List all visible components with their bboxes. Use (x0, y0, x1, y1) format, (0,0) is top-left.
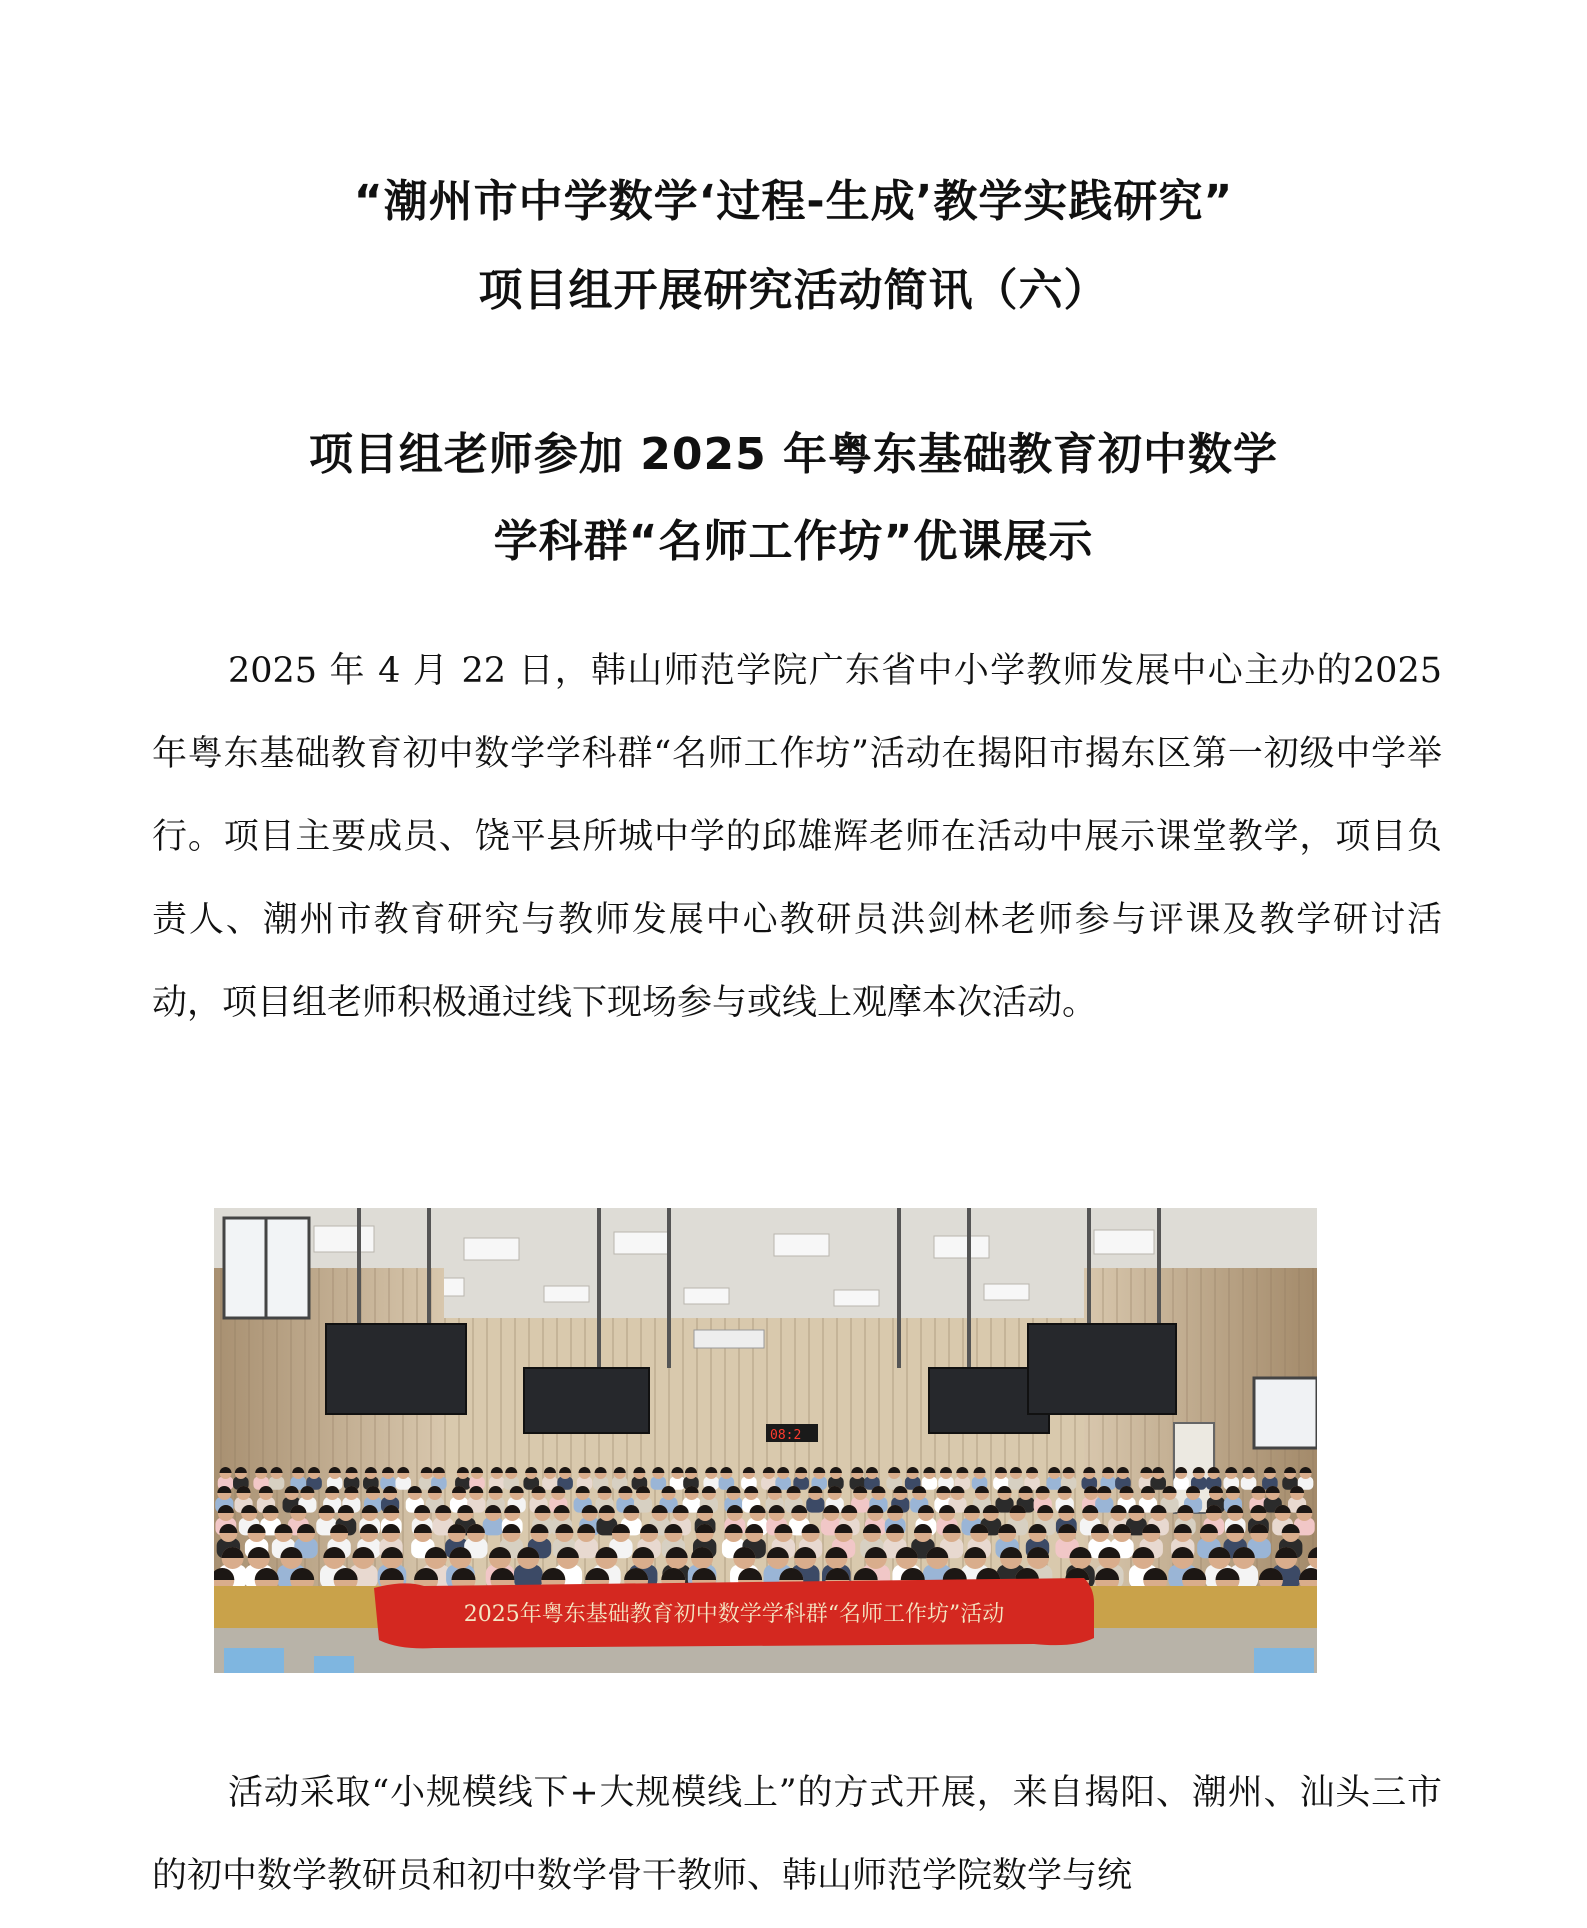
group-photo-illustration (214, 1208, 1317, 1673)
paragraph-2: 活动采取“小规模线下+大规模线上”的方式开展，来自揭阳、潮州、汕头三市的初中数学教研员和初中数学骨干教师、韩山师范学院数学与统 (152, 1773, 1442, 1896)
clock-display: 08:2 (770, 1428, 802, 1443)
title-line-2: 项目组开展研究活动简讯（六） (478, 265, 1109, 316)
subtitle-line-1: 项目组老师参加 2025 年粤东基础教育初中数学 (308, 429, 1279, 480)
banner-text: 2025年粤东基础教育初中数学学科群“名师工作坊”活动 (463, 1602, 1005, 1627)
title-line-1: “潮州市中学数学‘过程-生成’教学实践研究” (353, 176, 1234, 227)
subtitle-line-2: 学科群“名师工作坊”优课展示 (493, 516, 1094, 567)
paragraph-1: 2025 年 4 月 22 日，韩山师范学院广东省中小学教师发展中心主办的2025 年粤东基础教育初中数学学科群“名师工作坊”活动在揭阳市揭东区第一初级中学举行。项目主要成员、饶平县所城中学的邱雄辉老师在活动中展示课堂教学，项目负责人、潮州市教育研究与教师发展中心教研员洪剑林老师参与评课及教学研讨活动，项目组老师积极通过线下现场参与或线上观摩本次活动。 (152, 651, 1442, 1023)
group-photo (214, 1208, 1317, 1673)
